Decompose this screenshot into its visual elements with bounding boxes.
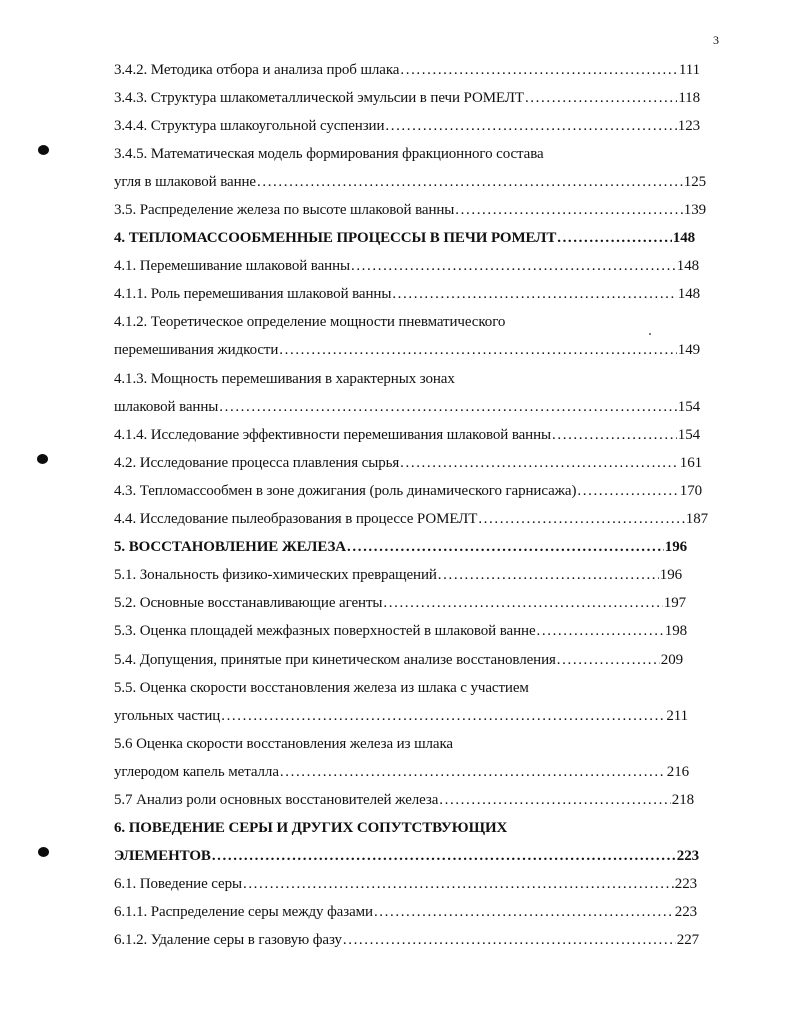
toc-chapter — [114, 229, 695, 247]
toc-entry-page: 125 — [683, 174, 706, 190]
toc-entry — [114, 173, 706, 191]
toc-entry-page: 197 — [663, 595, 686, 611]
scan-speck — [649, 333, 651, 335]
toc-entry-title: 5.3. Оценка площадей межфазных поверхностей в шлаковой ванне — [114, 623, 536, 639]
toc-entry-title: 5.4. Допущения, принятые при кинетическом анализе восстановления — [114, 652, 556, 668]
toc-entry-title: 5.1. Зональность физико-химических превращений — [114, 567, 437, 583]
toc-entry — [114, 201, 706, 219]
punch-hole-mark — [38, 145, 49, 155]
leader-dots — [383, 594, 662, 612]
toc-entry-page: 196 — [664, 539, 687, 555]
punch-hole-mark — [37, 454, 48, 464]
toc-entry — [114, 61, 700, 79]
leader-dots — [219, 398, 677, 416]
toc-entry-page: 209 — [660, 652, 683, 668]
toc-entry-title: 5.2. Основные восстанавливающие агенты — [114, 595, 383, 611]
toc-entry-title-cont: угольных частиц — [114, 708, 221, 724]
toc-entry-page: 187 — [685, 511, 708, 527]
toc-entry-page: 148 — [672, 230, 695, 246]
toc-entry-page: 148 — [677, 286, 700, 302]
leader-dots — [439, 791, 671, 809]
toc-entry-title: 5.5. Оценка скорости восстановления железа из шлака с участием — [114, 680, 529, 696]
toc-entry — [114, 791, 694, 809]
toc-entry-title: 4.1. Перемешивание шлаковой ванны — [114, 258, 350, 274]
toc-entry-page: 170 — [679, 483, 702, 499]
leader-dots — [280, 763, 666, 781]
toc-entry-page: 223 — [674, 904, 697, 920]
toc-chapter-title: 5. ВОССТАНОВЛЕНИЕ ЖЕЛЕЗА — [114, 539, 347, 555]
leader-dots — [392, 285, 676, 303]
toc-entry — [114, 257, 699, 275]
toc-entry-title: 3.4.3. Структура шлакометаллической эмульсии в печи РОМЕЛТ — [114, 90, 524, 106]
leader-dots — [257, 173, 683, 191]
toc-entry-title: 4.1.4. Исследование эффективности перемешивания шлаковой ванны — [114, 427, 552, 443]
toc-entry-title: 4.1.1. Роль перемешивания шлаковой ванны — [114, 286, 392, 302]
toc-entry — [114, 763, 689, 781]
toc-entry-page: 111 — [678, 62, 700, 78]
toc-entry-page: 198 — [664, 623, 687, 639]
toc-entry-page: 227 — [676, 932, 699, 948]
toc-chapter — [114, 847, 699, 865]
toc-entry — [114, 875, 697, 893]
toc-entry-title-cont: шлаковой ванны — [114, 399, 219, 415]
toc-entry — [114, 89, 700, 107]
toc-entry-title: 6.1.2. Удаление серы в газовую фазу — [114, 932, 342, 948]
toc-entry — [114, 622, 687, 640]
toc-chapter — [114, 538, 687, 556]
toc-entry — [114, 594, 686, 612]
toc-entry-page: 154 — [677, 427, 700, 443]
toc-chapter-title: 4. ТЕПЛОМАССООБМЕННЫЕ ПРОЦЕССЫ В ПЕЧИ РОМЕЛТ — [114, 230, 557, 246]
leader-dots — [455, 201, 683, 219]
toc-entry-title: 4.1.2. Теоретическое определение мощности пневматического — [114, 314, 506, 330]
leader-dots — [577, 482, 678, 500]
toc-entry-title-cont: перемешивания жидкости — [114, 342, 279, 358]
leader-dots — [243, 875, 674, 893]
toc-entry-title-cont: угля в шлаковой ванне — [114, 174, 256, 190]
toc-entry-title: 5.7 Анализ роли основных восстановителей железа — [114, 792, 439, 808]
toc-entry-title: 5.6 Оценка скорости восстановления железа из шлака — [114, 736, 453, 752]
toc-entry-page: 211 — [666, 708, 688, 724]
toc-entry-title: 6.1. Поведение серы — [114, 876, 242, 892]
leader-dots — [374, 903, 674, 921]
leader-dots — [537, 622, 664, 640]
toc-entry — [114, 341, 700, 359]
toc-entry — [114, 117, 700, 135]
toc-entry-title: 4.4. Исследование пылеобразования в процессе РОМЕЛТ — [114, 511, 478, 527]
toc-entry — [114, 454, 702, 472]
toc-entry-page: 149 — [677, 342, 700, 358]
leader-dots — [400, 454, 679, 472]
toc-entry — [114, 566, 682, 584]
toc-entry — [114, 707, 688, 725]
toc-entry-page: 196 — [659, 567, 682, 583]
leader-dots — [478, 510, 684, 528]
toc-entry-page: 148 — [676, 258, 699, 274]
page-number: 3 — [713, 33, 719, 47]
leader-dots — [400, 61, 678, 79]
toc-entry — [114, 903, 697, 921]
toc-entry — [114, 285, 700, 303]
toc-entry-page: 123 — [677, 118, 700, 134]
punch-hole-mark — [38, 847, 49, 857]
leader-dots — [557, 229, 672, 247]
toc-entry — [114, 426, 700, 444]
toc-entry — [114, 510, 708, 528]
toc-entry-page: 139 — [683, 202, 706, 218]
toc-entry — [114, 398, 700, 416]
toc-entry-title: 4.3. Тепломассообмен в зоне дожигания (роль динамического гарнисажа) — [114, 483, 577, 499]
leader-dots — [525, 89, 677, 107]
toc-entry-page: 154 — [677, 399, 700, 415]
toc-entry-title: 4.1.3. Мощность перемешивания в характерных зонах — [114, 371, 455, 387]
toc-entry-title: 6.1.1. Распределение серы между фазами — [114, 904, 373, 920]
leader-dots — [385, 117, 676, 135]
leader-dots — [279, 341, 677, 359]
toc-entry — [114, 651, 683, 669]
toc-entry-page: 223 — [676, 848, 699, 864]
leader-dots — [347, 538, 664, 556]
leader-dots — [221, 707, 665, 725]
leader-dots — [351, 257, 676, 275]
toc-entry-title: 4.2. Исследование процесса плавления сырья — [114, 455, 400, 471]
toc-entry-page: 161 — [679, 455, 702, 471]
leader-dots — [343, 931, 676, 949]
toc-entry-page: 216 — [666, 764, 689, 780]
toc-entry-title: 3.5. Распределение железа по высоте шлаковой ванны — [114, 202, 455, 218]
leader-dots — [557, 651, 660, 669]
toc-chapter-title: 6. ПОВЕДЕНИЕ СЕРЫ И ДРУГИХ СОПУТСТВУЮЩИХ — [114, 820, 508, 836]
leader-dots — [212, 847, 676, 865]
toc-entry-page: 118 — [678, 90, 700, 106]
toc-entry-title-cont: углеродом капель металла — [114, 764, 279, 780]
toc-entry-page: 223 — [674, 876, 697, 892]
toc-entry-title: 3.4.4. Структура шлакоугольной суспензии — [114, 118, 385, 134]
toc-entry-title: 3.4.5. Математическая модель формирования фракционного состава — [114, 146, 544, 162]
toc-entry-title: 3.4.2. Методика отбора и анализа проб шлака — [114, 62, 400, 78]
toc-entry — [114, 482, 702, 500]
toc-entry — [114, 931, 699, 949]
leader-dots — [552, 426, 677, 444]
leader-dots — [438, 566, 659, 584]
toc-chapter-title-cont: ЭЛЕМЕНТОВ — [114, 848, 211, 864]
toc-entry-page: 218 — [671, 792, 694, 808]
